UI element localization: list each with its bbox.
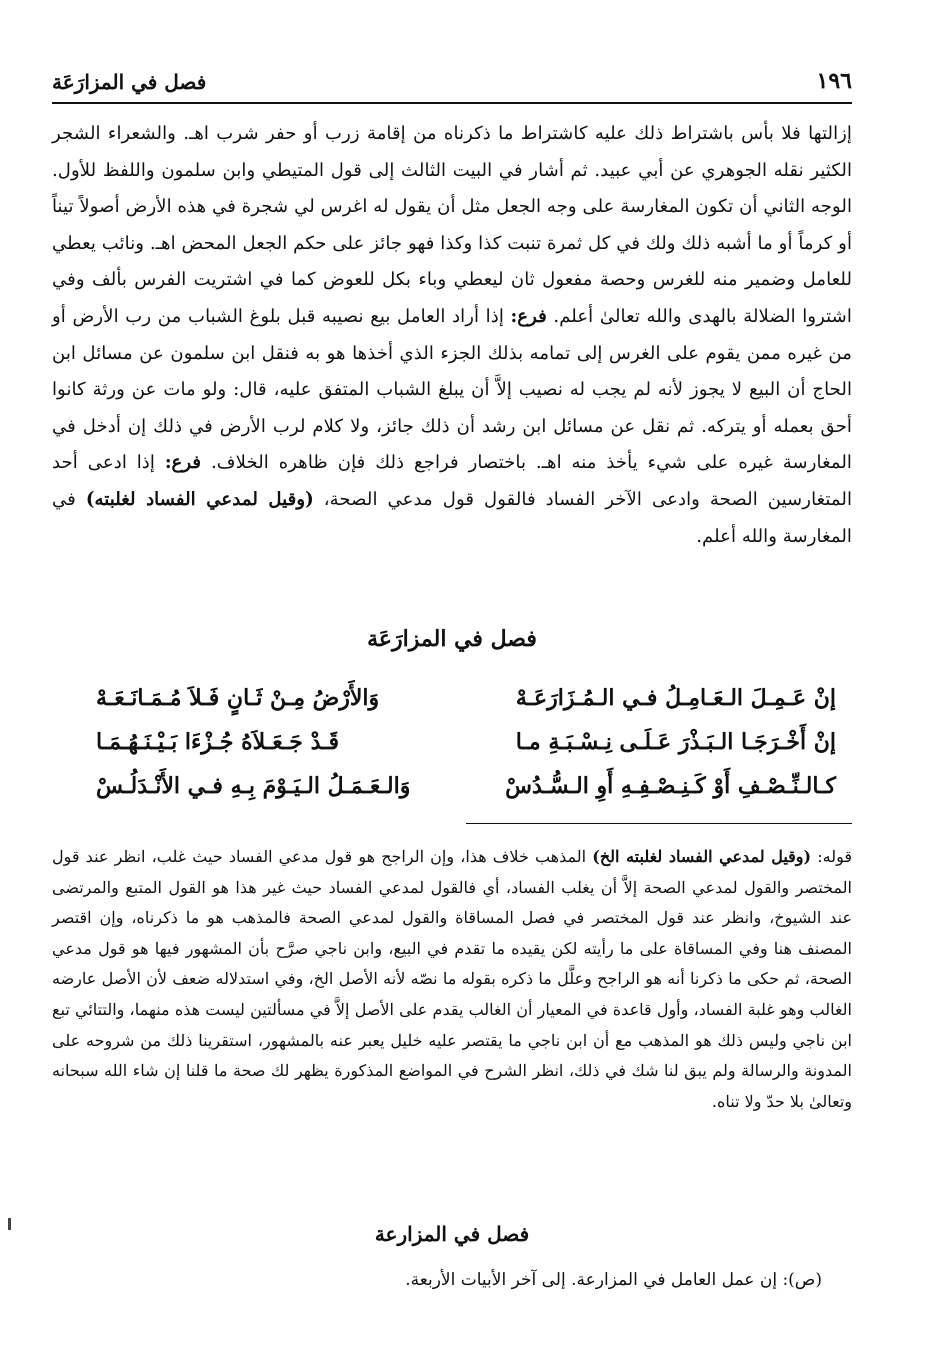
- verse-first-hemistich: إنْ أَخْـرَجَـا الـبَـذْرَ عَـلَـى نِـسْـبَـةِ مـا: [515, 729, 836, 755]
- poem-verse: [96, 720, 836, 764]
- commentary-line: (ص): إن عمل العامل في المزارعة. إلى آخر الأبيات الأربعة.: [405, 1270, 822, 1290]
- verse-second-hemistich: وَالـعَـمَـلُ الـيَـوْمَ بِـهِ فـي الأَنْـدَلُـسْ: [96, 773, 411, 799]
- verse-first-hemistich: كـالـنِّـصْـفِ أَوْ كَـنِـصْـفِـهِ أَوِ الـسُّـدُسْ: [505, 773, 836, 799]
- verse-first-hemistich: إنْ عَـمِـلَ الـعَـامِـلُ فـي الـمُـزَارَعَـهْ: [515, 685, 836, 711]
- running-header: [52, 68, 852, 104]
- verse-second-hemistich: وَالأَرْضُ مِـنْ ثَـانٍ فَـلاَ مُـمَـانَـعَـهْ: [96, 685, 380, 711]
- main-paragraph: [52, 116, 852, 555]
- footnote: [52, 842, 852, 1117]
- far-label-2: فرع:: [164, 452, 202, 474]
- main-text: [52, 116, 852, 555]
- far-label-1: فرع:: [510, 305, 547, 327]
- main-text-segment-1: إزالتها فلا بأس باشتراط ذلك عليه كاشتراط ما ذكرناه من إقامة زرب أو حفر شرب اهـ. والشعراء الشجر الكثير نقله الجوهري عن أبي عبيد. ثم أشار في البيت الثالث إلى قول المتيطي وابن سلمون واللفظ للأول. الوجه الثاني أن تكون المغارسة على وجه الجعل مثل أن يقول له اغرس لي شجرة في هذه الأرض أصولاً تيناً أو كرماً أو ما أشبه ذلك ولك في كل ثمرة تنبت كذا وكذا فهو جائز على حكم الجعل المحض اهـ. ونائب يعطي للعامل وضمير منه للغرس وحصة مفعول ثان ليعطي وباء بكل للعوض كما في اشتريت الفرس بألف وفي اشتروا الضلالة بالهدى والله تعالىٰ أعلم.: [52, 123, 852, 327]
- section-title: فصل في المزارَعَة: [367, 626, 537, 652]
- footnote-body: المذهب خلاف هذا، وإن الراجح هو قول مدعي الفساد حيث غلب، انظر عند قول المختصر والقول لمدعي الصحة إلاَّ أن يغلب الفساد، أي فالقول لمدعي الفساد حيث غير هذا هو القول المتبع والمرتضى عند الشيوخ، وانظر عند قول المختصر في فصل المساقاة والقول لمدعي الصحة فالمذهب هو ما ذكرناه، وإن اقتصر المصنف هنا وفي المساقاة على ما رأيته لكن يقيده ما تقدم في البيع، وابن ناجي صرَّح بأن المشهور فيها هو قول مدعي الصحة، ثم حكى ما ذكرنا أنه هو الراجح وعلَّل ما ذكره بقوله ما نصّه لأنه الأصل الخ، وفي استدلاله ضعف لأن الأصل عارضه الغالب وهو غلبة الفساد، وأول قاعدة في المعيار أن الغالب يقدم على الأصل إلاَّ في مسألتين ليست هذه منهما، والتتائي تبع ابن ناجي وليس ذلك هو المذهب مع أن ابن ناجي ما يقتصر عليه خليل يعبر عنه بالمشهور، استقرينا ذلك من شروحه على المدونة والرسالة ولم يبق لنا شك في ذلك، انظر الشرح في المواضع المذكورة يظهر لك صحة ما قلنا إن شاء الله سبحانه وتعالىٰ بلا حدّ ولا تناه.: [52, 847, 853, 1111]
- quoted-phrase: (وقيل لمدعي الفساد لغلبته): [85, 488, 314, 510]
- running-title: فصل في المزارَعَة: [52, 70, 207, 94]
- main-text-segment-2: إذا أراد العامل بيع نصيبه قبل بلوغ الشباب من رب الأرض أو من غيره ممن يقوم على الغرس إلى تمامه بذلك الجزء الذي أخذها هو به فنقل ابن سلمون عن مسائل ابن الحاج أن البيع لا يجوز لأنه لم يجب له نصيب إلاَّ أن يبلغ الشباب المتفق عليه، قال: ولو مات عن ورثة كانوا أحق بعمله أو يتركه. ثم نقل عن مسائل ابن رشد أن ذلك جائز، ولا كلام لرب الأرض في ذلك إن أدخل في المغارسة غيره على شيء يأخذ منه اهـ. باختصار فراجع ذلك فإن ظاهره الخلاف.: [52, 305, 852, 474]
- poem-verse: [96, 676, 836, 720]
- page-number: ١٩٦: [816, 68, 852, 94]
- main-text-segment-3: إذا ادعى أحد المتغارسين الصحة وادعى الآخر الفساد فالقول قول مدعي الصحة،: [52, 452, 852, 510]
- verse-second-hemistich: قَـدْ جَـعَـلاَهُ جُـزْءَا بَـيْـنَـهُـمَـا: [96, 729, 340, 755]
- footnote-quote: (وقيل لمدعي الفساد لغلبته الخ): [592, 847, 812, 866]
- main-text-segment-4: في المغارسة والله أعلم.: [52, 488, 852, 547]
- footnote-paragraph: [52, 842, 852, 1117]
- poem-verse: [96, 764, 836, 808]
- poem: [96, 676, 836, 808]
- footnote-lead: قوله:: [817, 847, 853, 866]
- footnote-separator: [466, 823, 852, 824]
- commentary-title: فصل في المزارعة: [374, 1222, 530, 1246]
- margin-mark: [8, 1218, 11, 1230]
- commentary: [52, 1264, 822, 1296]
